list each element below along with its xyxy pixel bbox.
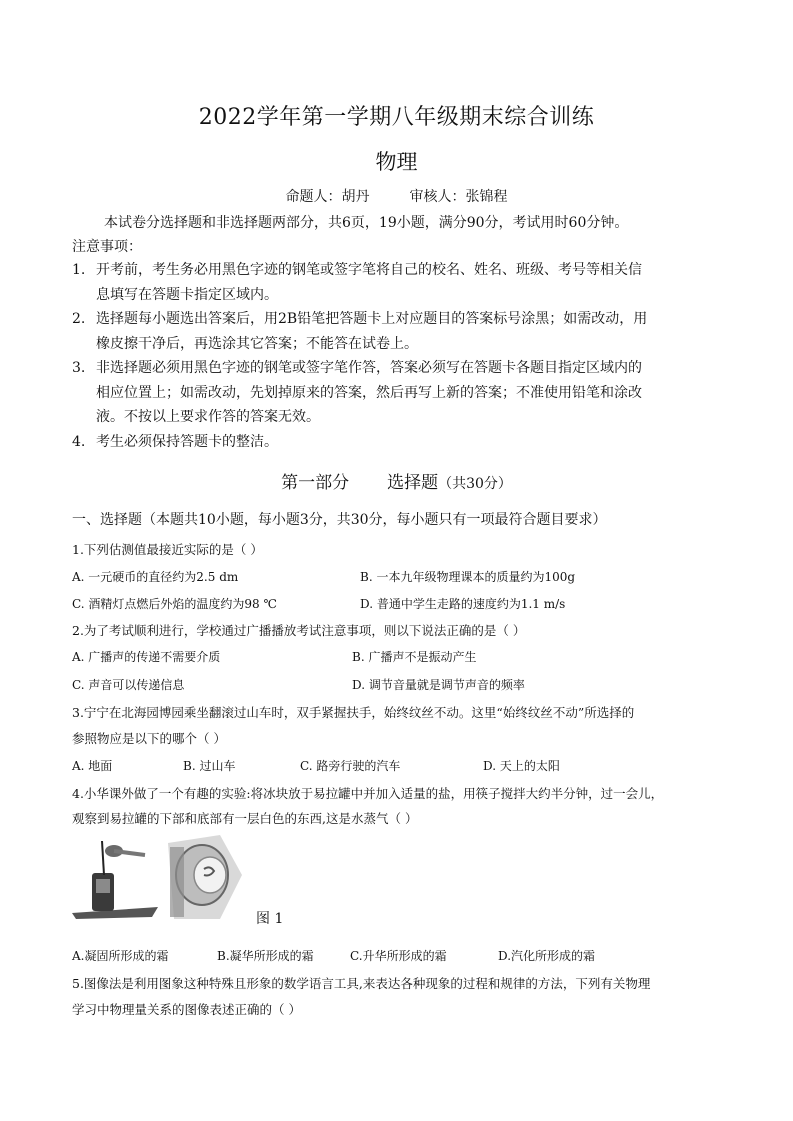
- authors-line: [0, 186, 793, 206]
- note-item: [72, 356, 642, 430]
- section-heading: 一、选择题（本题共10小题，每小题3分，共30分，每小题只有一项最符合题目要求）: [72, 512, 607, 528]
- note-number: 2.: [72, 311, 86, 327]
- part-heading: [0, 468, 793, 493]
- note-item: [72, 258, 642, 307]
- note-item: [72, 307, 647, 356]
- option-b: B. 过山车: [183, 759, 236, 773]
- question-stem: 3.宁宁在北海园博园乘坐翻滚过山车时，双手紧握扶手，始终纹丝不动。这里“始终纹丝不动”所选择的: [72, 705, 635, 720]
- note-item: [72, 430, 278, 455]
- option-c: C. 酒精灯点燃后外焰的温度约为98 ℃: [72, 597, 277, 611]
- option-d: D. 天上的太阳: [483, 759, 560, 773]
- option-a: A. 地面: [72, 759, 113, 773]
- note-text: 选择题每小题选出答案后，用2B铅笔把答题卡上对应题目的答案标号涂黑；如需改动，用: [96, 311, 648, 327]
- option-b: B. 一本九年级物理课本的质量约为100g: [360, 570, 576, 584]
- note-text: 考生必须保持答题卡的整洁。: [96, 434, 278, 450]
- option-d: D. 调节音量就是调节声音的频率: [352, 678, 525, 692]
- option-d: D. 普通中学生走路的速度约为1.1 m/s: [360, 597, 566, 611]
- author: 命题人：胡丹: [285, 189, 370, 205]
- option-c: C. 声音可以传递信息: [72, 678, 185, 692]
- figure-caption: 图 1: [256, 911, 284, 927]
- part-label: 第一部分: [281, 473, 350, 493]
- experiment-photo: [70, 835, 250, 920]
- note-number: 4.: [72, 434, 86, 450]
- option-b: B. 广播声不是振动产生: [352, 650, 477, 664]
- question-stem: 1.下列估测值最接近实际的是（ ）: [72, 542, 263, 557]
- option-a: A.凝固所形成的霜: [72, 949, 169, 963]
- option-c: C. 路旁行驶的汽车: [300, 759, 401, 773]
- note-text: 开考前，考生务必用黑色字迹的钢笔或签字笔将自己的校名、姓名、班级、考号等相关信: [96, 262, 642, 278]
- option-b: B.凝华所形成的霜: [217, 949, 314, 963]
- question-stem: 参照物应是以下的哪个（ ）: [72, 731, 226, 746]
- note-text: 橡皮擦干净后，再选涂其它答案；不能答在试卷上。: [96, 335, 418, 352]
- question-stem: 学习中物理量关系的图像表述正确的（ ）: [72, 1002, 301, 1017]
- note-number: 1.: [72, 262, 86, 278]
- question-stem: 2.为了考试顺利进行，学校通过广播播放考试注意事项，则以下说法正确的是（ ）: [72, 623, 526, 638]
- question-stem: 5.图像法是利用图象这种特殊且形象的数学语言工具,来表达各种现象的过程和规律的方法，下列有关物理: [72, 976, 651, 991]
- exam-title: 2022学年第一学期八年级期末综合训练: [198, 105, 595, 130]
- can-stirring-photo: [72, 841, 158, 919]
- note-number: 3.: [72, 360, 86, 376]
- notes-heading: 注意事项：: [72, 239, 142, 255]
- subject-title: 物理: [375, 150, 418, 174]
- note-text: 液。不按以上要求作答的答案无效。: [96, 409, 320, 425]
- note-text: 相应位置上；如需改动，先划掉原来的答案，然后再写上新的答案；不准使用铅笔和涂改: [96, 384, 642, 401]
- intro-text: 本试卷分选择题和非选择题两部分，共6页，19小题，满分90分，考试用时60分钟。: [104, 215, 629, 231]
- part-name: 选择题: [387, 473, 439, 493]
- option-d: D.汽化所形成的霜: [498, 949, 596, 963]
- note-text: 非选择题必须用黑色字迹的钢笔或签字笔作答，答案必须写在答题卡各题目指定区域内的: [96, 360, 642, 376]
- note-text: 息填写在答题卡指定区域内。: [96, 286, 278, 303]
- question-stem: 观察到易拉罐的下部和底部有一层白色的东西,这是水蒸气（ ）: [72, 811, 418, 826]
- option-a: A. 一元硬币的直径约为2.5 dm: [72, 570, 239, 584]
- option-c: C.升华所形成的霜: [350, 949, 447, 963]
- reviewer: 审核人：张锦程: [409, 189, 508, 205]
- question-stem: 4.小华课外做了一个有趣的实验:将冰块放于易拉罐中并加入适量的盐，用筷子搅拌大约半分钟，过一会儿，: [72, 786, 664, 801]
- part-points: （共30分）: [438, 476, 512, 492]
- frosted-can-photo: [168, 835, 242, 919]
- option-a: A. 广播声的传递不需要介质: [72, 650, 221, 664]
